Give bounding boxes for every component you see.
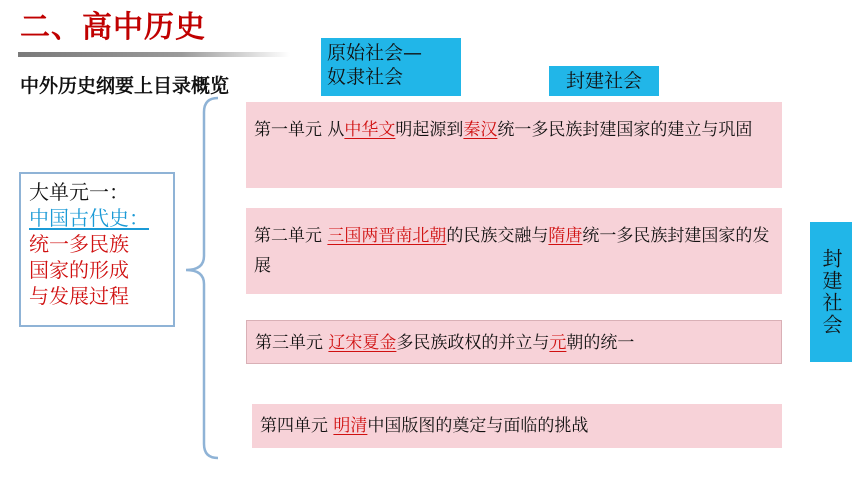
title-underline	[18, 52, 290, 57]
unit-text: 的民族交融与	[446, 226, 549, 246]
unit-text: 第二单元	[254, 226, 328, 246]
main-unit-heading: 大单元一：	[29, 180, 129, 204]
unit-text: 第三单元	[255, 333, 329, 353]
curly-brace-icon	[180, 96, 220, 460]
unit-card-1	[246, 102, 782, 188]
unit-text: 朝的统一	[566, 333, 635, 353]
main-unit-topic: 中国古代史：	[29, 206, 149, 230]
unit-card-4	[252, 404, 782, 448]
unit-highlight: 明清	[333, 416, 368, 436]
tag-line: 奴隶社会	[327, 66, 404, 88]
unit-text: 第一单元 从	[254, 120, 345, 140]
unit-text: 统一多民族封建国家的发展	[254, 226, 770, 276]
unit-text: 统一多民族封建国家的建立与巩固	[497, 120, 753, 140]
unit-text: 中国版图的奠定与面临的挑战	[367, 416, 589, 436]
tag-line: 原始社会—	[327, 42, 423, 64]
unit-text: 明起源到	[395, 120, 464, 140]
unit-highlight: 中华文	[344, 120, 396, 140]
tag-feudal-society: 封建社会	[549, 66, 659, 96]
main-unit-desc-line: 国家的形成	[29, 258, 129, 282]
unit-highlight: 三国两晋南北朝	[327, 226, 447, 246]
unit-highlight: 元	[549, 333, 567, 353]
unit-text: 第四单元	[260, 416, 334, 436]
tag-primitive-slave-society	[321, 38, 461, 96]
main-unit-box	[19, 172, 175, 327]
tag-feudal-society-vertical: 封建社会	[810, 222, 852, 362]
unit-card-2	[246, 208, 782, 294]
unit-highlight: 秦汉	[463, 120, 498, 140]
unit-card-3	[246, 320, 782, 364]
main-unit-desc-line: 与发展过程	[29, 284, 129, 308]
main-unit-desc-line: 统一多民族	[29, 232, 129, 256]
page-title: 二、高中历史	[20, 10, 206, 45]
unit-text: 多民族政权的并立与	[396, 333, 550, 353]
unit-highlight: 辽宋夏金	[328, 333, 397, 353]
unit-highlight: 隋唐	[548, 226, 583, 246]
page-subtitle: 中外历史纲要上目录概览	[20, 75, 230, 97]
